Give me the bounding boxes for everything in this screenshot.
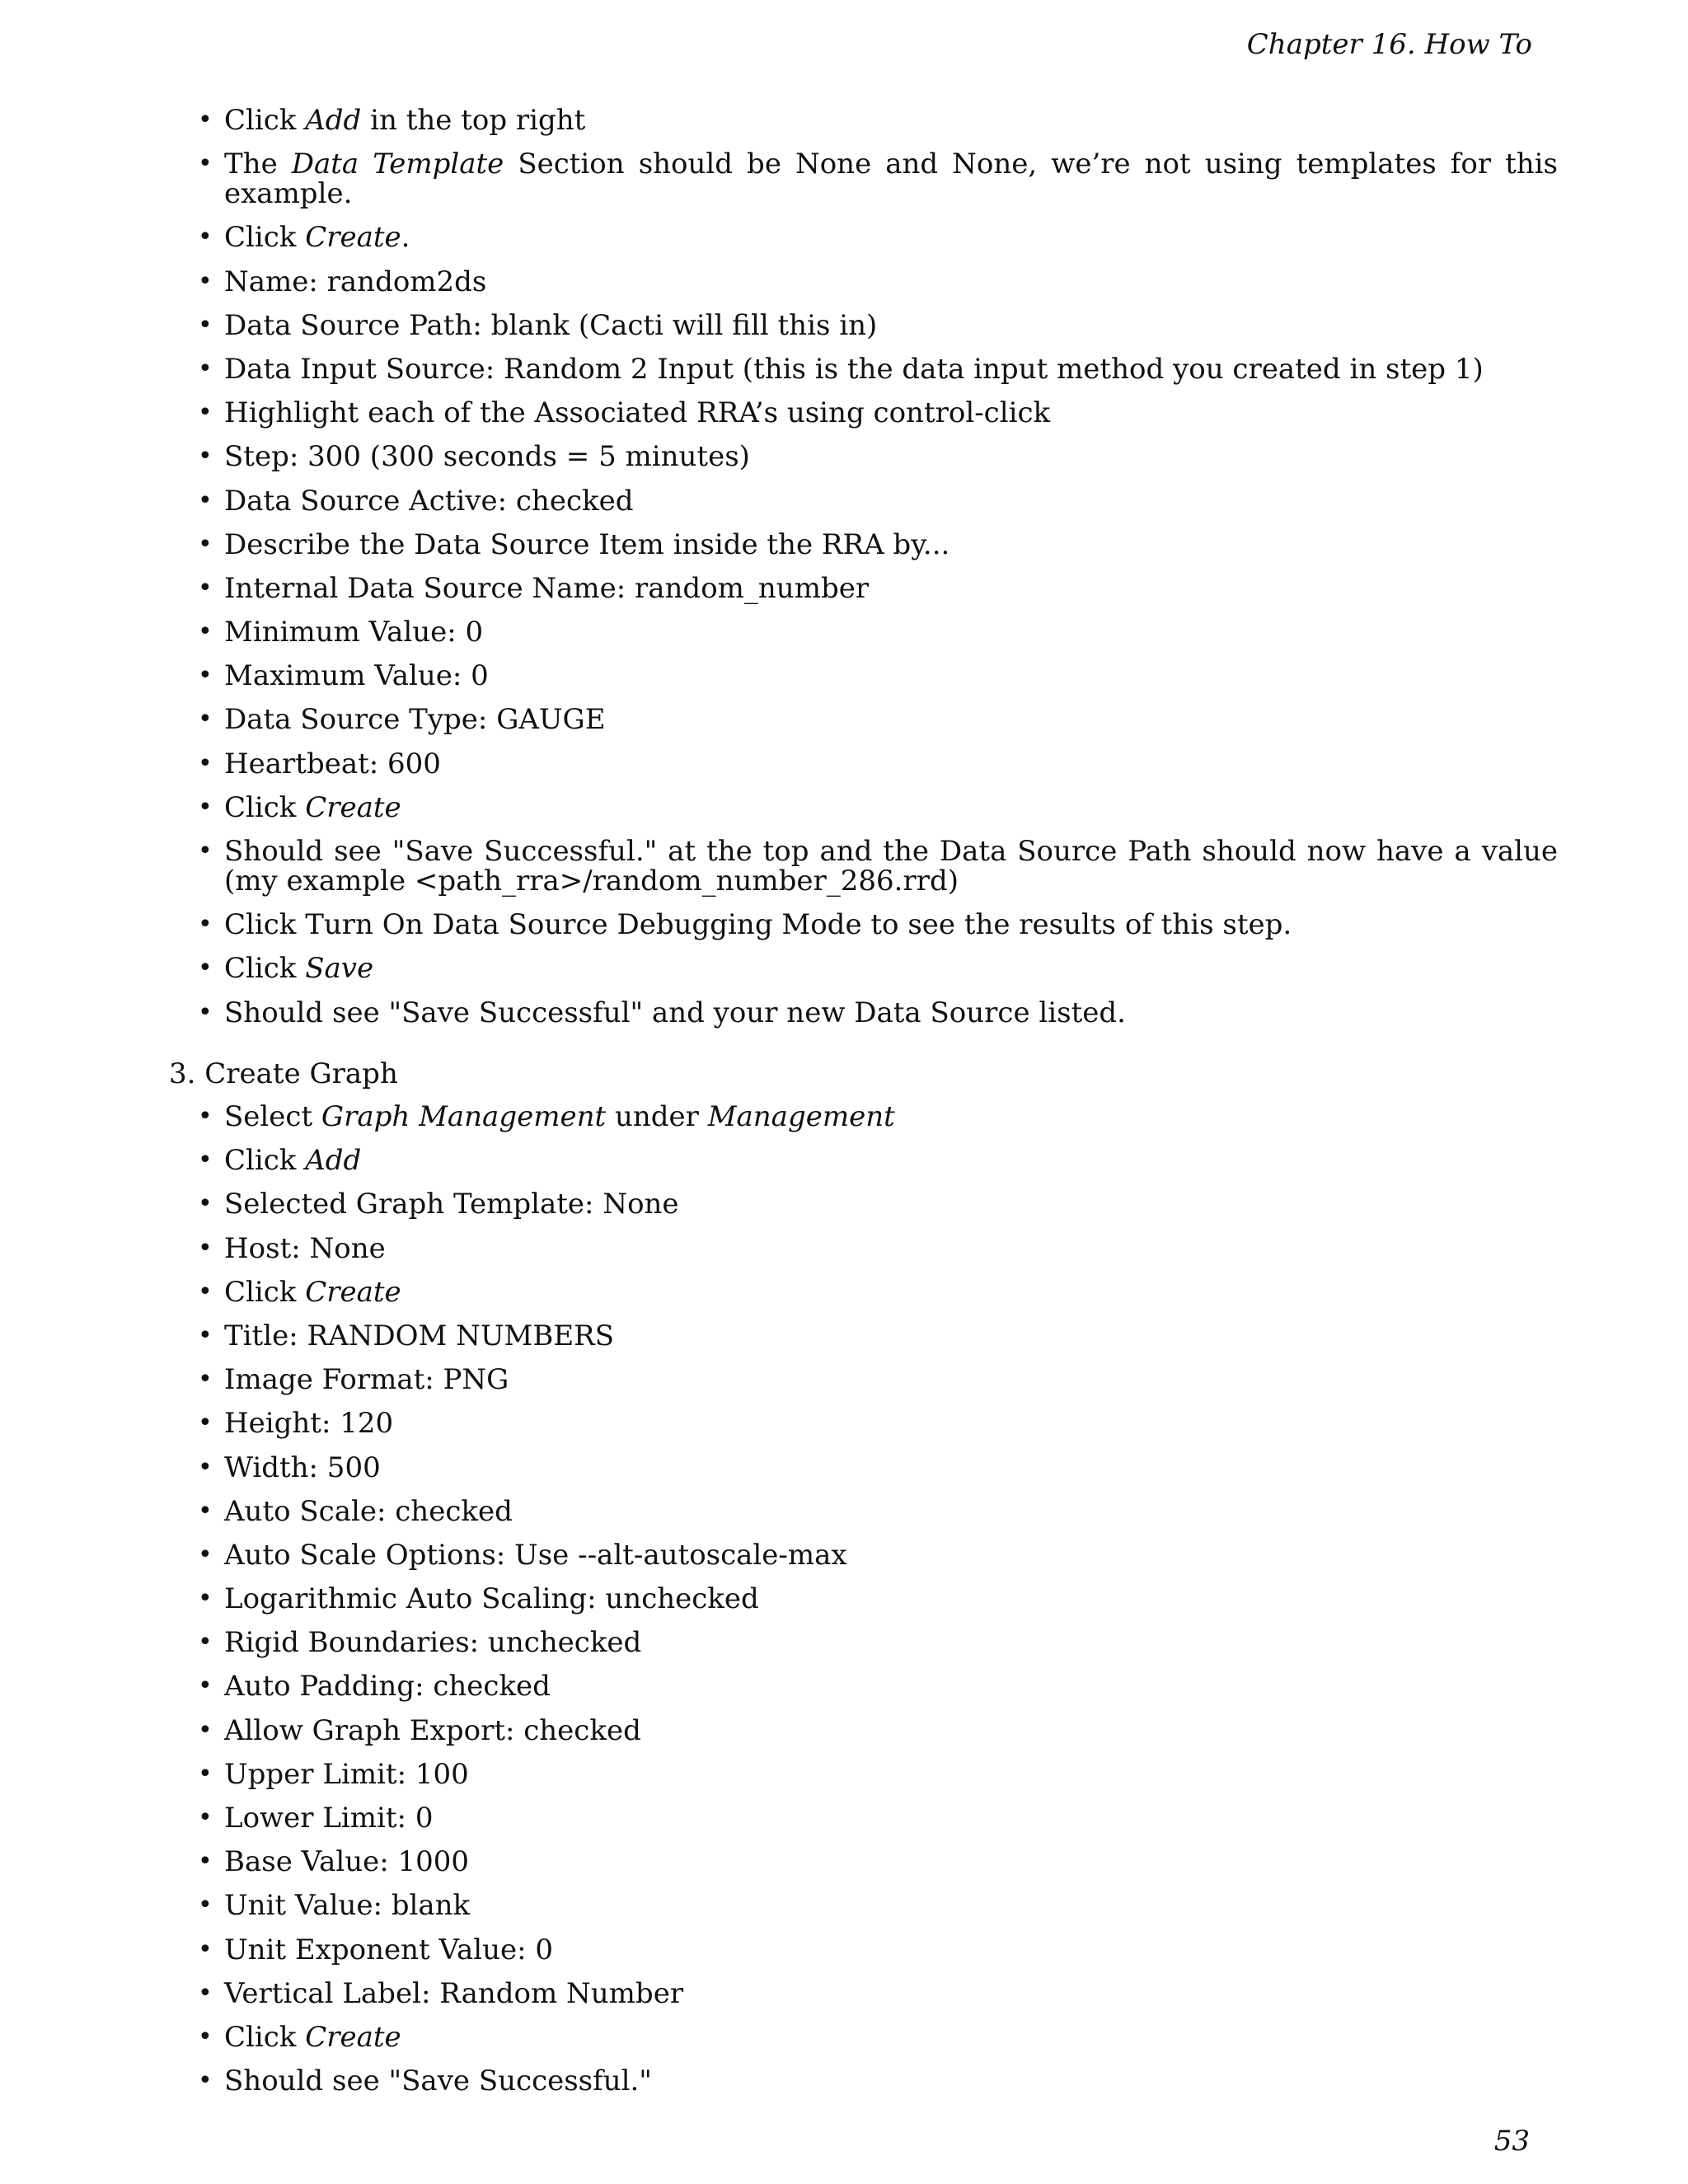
list-item: • Name: random2ds	[198, 267, 1558, 297]
list-item: • Heartbeat: 600	[198, 749, 1558, 779]
list-item: • Host: None	[198, 1234, 1558, 1263]
list-item: • Width: 500	[198, 1453, 1558, 1483]
list-item: • Base Value: 1000	[198, 1847, 1558, 1877]
list-item: • Image Format: PNG	[198, 1365, 1558, 1394]
list-item: • Auto Scale Options: Use --alt-autoscale-max	[198, 1540, 1558, 1570]
list-item: • Auto Padding: checked	[198, 1671, 1558, 1701]
list-item: • The Data Template Section should be None and None, we’re not using templates for this example.	[198, 149, 1558, 209]
list-item: • Highlight each of the Associated RRA’s using control-click	[198, 398, 1558, 428]
list-item: • Maximum Value: 0	[198, 661, 1558, 691]
list-item: • Data Source Type: GAUGE	[198, 705, 1558, 734]
list-item: • Should see "Save Successful." at the top and the Data Source Path should now have a value (my example <path_rra>/random_number_286.rrd)	[198, 837, 1558, 896]
list-item: • Should see "Save Successful" and your new Data Source listed.	[198, 998, 1558, 1028]
list-item: • Upper Limit: 100	[198, 1760, 1558, 1789]
list-item: • Click Turn On Data Source Debugging Mode to see the results of this step.	[198, 910, 1558, 940]
list-item: • Data Source Active: checked	[198, 486, 1558, 516]
list-item: • Lower Limit: 0	[198, 1803, 1558, 1833]
list-item: • Select Graph Management under Management	[198, 1102, 1558, 1132]
list-item: • Unit Exponent Value: 0	[198, 1935, 1558, 1965]
create-graph-steps-list	[198, 1102, 1558, 2110]
list-item: • Selected Graph Template: None	[198, 1189, 1558, 1219]
list-item: • Describe the Data Source Item inside the RRA by...	[198, 530, 1558, 560]
step-heading: 3. Create Graph	[169, 1057, 398, 1090]
list-item: • Click Create.	[198, 223, 1558, 252]
list-item: • Rigid Boundaries: unchecked	[198, 1628, 1558, 1657]
list-item: • Should see "Save Successful."	[198, 2066, 1558, 2096]
page-number: 53	[1493, 2125, 1530, 2158]
list-item: • Click Create	[198, 793, 1558, 823]
list-item: • Auto Scale: checked	[198, 1497, 1558, 1526]
list-item: • Title: RANDOM NUMBERS	[198, 1321, 1558, 1351]
list-item: • Data Input Source: Random 2 Input (this is the data input method you created in step 1)	[198, 354, 1558, 384]
list-item: • Unit Value: blank	[198, 1891, 1558, 1920]
list-item: • Minimum Value: 0	[198, 617, 1558, 647]
list-item: • Internal Data Source Name: random_number	[198, 574, 1558, 603]
list-item: • Click Add	[198, 1146, 1558, 1175]
list-item: • Click Create	[198, 2022, 1558, 2052]
list-item: • Click Create	[198, 1277, 1558, 1307]
list-item: • Step: 300 (300 seconds = 5 minutes)	[198, 442, 1558, 471]
data-source-steps-list	[198, 105, 1558, 1042]
running-header: Chapter 16. How To	[1246, 28, 1532, 61]
list-item: • Logarithmic Auto Scaling: unchecked	[198, 1584, 1558, 1614]
list-item: • Click Add in the top right	[198, 105, 1558, 135]
list-item: • Click Save	[198, 954, 1558, 983]
list-item: • Height: 120	[198, 1408, 1558, 1438]
list-item: • Data Source Path: blank (Cacti will fill this in)	[198, 311, 1558, 340]
list-item: • Vertical Label: Random Number	[198, 1979, 1558, 2008]
list-item: • Allow Graph Export: checked	[198, 1716, 1558, 1746]
